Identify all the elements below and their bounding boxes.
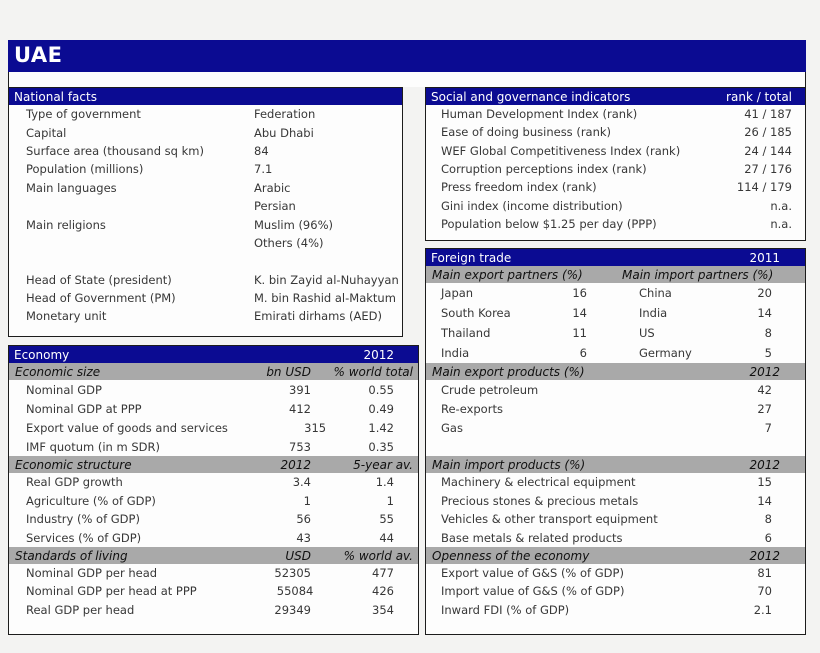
row-label: Press freedom index (rank) [441, 180, 597, 195]
row-label: Head of Government (PM) [26, 291, 176, 306]
row-value-2: 44 [379, 530, 394, 545]
row-value: Abu Dhabi [254, 125, 314, 140]
national-facts-header [9, 88, 402, 105]
table-row [426, 215, 805, 233]
row-value-2: 0.49 [368, 401, 394, 416]
row-value-1: 43 [296, 530, 311, 545]
section-year: 2012 [363, 347, 394, 362]
table-row [9, 123, 402, 141]
national-facts-section [8, 87, 403, 337]
row-value: Muslim (96%) [254, 217, 333, 232]
row-value-1: 1 [303, 493, 311, 508]
table-row [426, 582, 805, 600]
table-row [9, 142, 402, 160]
table-row [9, 418, 418, 437]
openness-subheader [426, 547, 805, 564]
economy-section [8, 345, 419, 635]
table-row [426, 160, 805, 178]
row-value: 24 / 144 [744, 143, 792, 158]
export-partner: Japan [441, 286, 474, 300]
table-row [426, 529, 805, 548]
export-products-subheader [426, 363, 805, 380]
export-partner: India [441, 346, 470, 360]
table-row [9, 582, 418, 600]
row-label: Inward FDI (% of GDP) [441, 602, 570, 617]
row-value: 42 [757, 382, 772, 397]
row-label: Re-exports [441, 401, 503, 416]
row-value-1: 56 [296, 512, 311, 527]
table-row [426, 380, 805, 399]
table-row [9, 437, 418, 456]
subheader-label: Standards of living [15, 548, 128, 563]
table-row [9, 179, 402, 197]
partner-row [426, 283, 805, 303]
export-share: 11 [572, 326, 587, 340]
row-label: Nominal GDP at PPP [26, 401, 142, 416]
table-row [9, 307, 402, 325]
partner-row [426, 343, 805, 363]
row-label: Crude petroleum [441, 382, 539, 397]
row-label: Head of State (president) [26, 272, 172, 287]
table-row [9, 234, 402, 252]
section-title: Social and governance indicators [431, 89, 631, 104]
export-partner: South Korea [441, 306, 511, 320]
subheader-year: 2012 [749, 364, 780, 379]
table-row [426, 123, 805, 141]
row-label: Gini index (income distribution) [441, 198, 623, 213]
row-value: Federation [254, 107, 316, 122]
import-share: 20 [757, 286, 772, 300]
row-value-2: 354 [372, 602, 394, 617]
row-value-2: 477 [372, 566, 394, 581]
row-label: Export value of goods and services [26, 420, 228, 435]
economic-structure-subheader [9, 456, 418, 473]
row-value: 27 / 176 [744, 162, 792, 177]
column-header: % world total [333, 364, 413, 379]
table-row [426, 196, 805, 214]
row-value-1: 412 [289, 401, 311, 416]
subheader-year: 2012 [749, 457, 780, 472]
table-row [9, 601, 418, 619]
row-label: Services (% of GDP) [26, 530, 142, 545]
row-label: WEF Global Competitiveness Index (rank) [441, 143, 681, 158]
trade-partners-subheader [426, 266, 805, 283]
export-share: 16 [572, 286, 587, 300]
export-share: 6 [579, 346, 587, 360]
row-value: 2.1 [753, 602, 772, 617]
row-value-2: 55 [379, 512, 394, 527]
table-row [426, 105, 805, 123]
social-governance-section [425, 87, 806, 241]
table-row [426, 473, 805, 492]
row-value: 27 [757, 401, 772, 416]
partner-row [426, 303, 805, 323]
row-value-1: 29349 [274, 602, 311, 617]
row-label: Agriculture (% of GDP) [26, 493, 156, 508]
table-row [426, 142, 805, 160]
row-value: 7 [764, 420, 772, 435]
row-label: Base metals & related products [441, 530, 623, 545]
row-value-1: 753 [289, 439, 311, 454]
section-title: Foreign trade [431, 250, 512, 265]
social-governance-header [426, 88, 805, 105]
column-header: 5-year av. [353, 457, 413, 472]
table-row [9, 160, 402, 178]
table-row [9, 197, 402, 215]
row-label: Population below $1.25 per day (PPP) [441, 216, 657, 231]
column-header: 2012 [280, 457, 311, 472]
table-row [9, 492, 418, 511]
table-row [9, 473, 418, 492]
row-label: Human Development Index (rank) [441, 107, 638, 122]
export-share: 14 [572, 306, 587, 320]
economy-header [9, 346, 418, 363]
row-label: Industry (% of GDP) [26, 512, 140, 527]
column-header: USD [285, 548, 311, 563]
table-row [9, 564, 418, 582]
row-value: 81 [757, 566, 772, 581]
column-header: bn USD [266, 364, 311, 379]
row-value-2: 1.4 [375, 475, 394, 490]
row-value-1: 55084 [276, 584, 314, 599]
export-partner: Thailand [441, 326, 491, 340]
table-row-spacer [9, 252, 402, 270]
row-value-1: 52305 [274, 566, 311, 581]
partner-row [426, 323, 805, 343]
row-value-1: 391 [289, 382, 311, 397]
table-row [9, 215, 402, 233]
table-row [9, 529, 418, 548]
row-value-1: 3.4 [292, 475, 311, 490]
import-partners-label: Main import partners (%) [622, 267, 774, 282]
row-value-2: 1 [386, 493, 394, 508]
row-value: Others (4%) [254, 235, 324, 250]
row-label: Monetary unit [26, 309, 107, 324]
row-label: Main languages [26, 180, 117, 195]
row-label: Main religions [26, 217, 106, 232]
import-partner: US [639, 326, 655, 340]
table-row [426, 510, 805, 529]
row-value: 14 [757, 493, 772, 508]
row-label: Import value of G&S (% of GDP) [441, 584, 625, 599]
table-row [426, 492, 805, 511]
export-partners-label: Main export partners (%) [432, 267, 583, 282]
row-label: Nominal GDP per head at PPP [26, 584, 197, 599]
table-row [426, 564, 805, 582]
import-partner: Germany [639, 346, 692, 360]
section-title: Economy [14, 347, 70, 362]
row-value: 8 [764, 512, 772, 527]
subheader-label: Economic structure [15, 457, 132, 472]
row-label: Precious stones & precious metals [441, 493, 639, 508]
row-value-2: 1.42 [368, 420, 394, 435]
row-label: Export value of G&S (% of GDP) [441, 566, 624, 581]
row-value-2: 0.55 [368, 382, 394, 397]
import-products-subheader [426, 456, 805, 473]
row-label: Type of government [26, 107, 141, 122]
row-label: Population (millions) [26, 162, 144, 177]
row-label: Gas [441, 420, 463, 435]
row-value: n.a. [770, 198, 792, 213]
economic-size-subheader [9, 363, 418, 380]
section-title: National facts [14, 89, 97, 104]
row-value: 114 / 179 [736, 180, 792, 195]
row-value: 6 [764, 530, 772, 545]
subheader-year: 2012 [749, 548, 780, 563]
row-value: K. bin Zayid al-Nuhayyan [254, 272, 399, 287]
standards-of-living-subheader [9, 547, 418, 564]
table-row [426, 178, 805, 196]
row-label: Nominal GDP [26, 382, 102, 397]
import-partner: China [639, 286, 672, 300]
row-value: 84 [254, 143, 269, 158]
row-value: 7.1 [254, 162, 273, 177]
subheader-label: Economic size [15, 364, 101, 379]
country-title-band [8, 40, 806, 72]
table-row [9, 289, 402, 307]
subheader-label: Main import products (%) [432, 457, 586, 472]
row-label: Capital [26, 125, 67, 140]
row-value: Emirati dirhams (AED) [254, 309, 382, 324]
row-label: Surface area (thousand sq km) [26, 143, 204, 158]
section-year: 2011 [749, 250, 780, 265]
import-share: 8 [764, 326, 772, 340]
foreign-trade-header [426, 249, 805, 266]
row-label: Corruption perceptions index (rank) [441, 162, 647, 177]
table-row [426, 418, 805, 437]
row-label: Real GDP growth [26, 475, 123, 490]
row-value: 70 [757, 584, 772, 599]
row-label: Ease of doing business (rank) [441, 125, 612, 140]
row-label: Nominal GDP per head [26, 566, 158, 581]
row-value: M. bin Rashid al-Maktum [254, 291, 396, 306]
row-label: Real GDP per head [26, 602, 135, 617]
title-spacer [8, 72, 806, 87]
table-row [9, 105, 402, 123]
table-row [9, 510, 418, 529]
row-value: n.a. [770, 216, 792, 231]
table-row [9, 399, 418, 418]
row-value-2: 426 [372, 584, 394, 599]
country-title: UAE [14, 43, 63, 67]
import-share: 5 [764, 346, 772, 360]
import-partner: India [639, 306, 668, 320]
table-row [9, 380, 418, 399]
table-row [426, 399, 805, 418]
table-row-spacer [426, 437, 805, 456]
rank-total-label: rank / total [726, 89, 792, 104]
row-label: Machinery & electrical equipment [441, 475, 636, 490]
row-value: 15 [757, 475, 772, 490]
column-header: % world av. [343, 548, 413, 563]
row-value: Persian [254, 199, 296, 214]
subheader-label: Main export products (%) [432, 364, 585, 379]
row-value: 41 / 187 [744, 107, 792, 122]
row-value: Arabic [254, 180, 291, 195]
row-label: Vehicles & other transport equipment [441, 512, 658, 527]
table-row [9, 271, 402, 289]
row-value-2: 0.35 [368, 439, 394, 454]
foreign-trade-section [425, 248, 806, 635]
table-row [426, 601, 805, 619]
row-value-1: 315 [304, 420, 327, 435]
subheader-label: Openness of the economy [432, 548, 590, 563]
import-share: 14 [757, 306, 772, 320]
row-label: IMF quotum (in m SDR) [26, 439, 160, 454]
row-value: 26 / 185 [744, 125, 792, 140]
